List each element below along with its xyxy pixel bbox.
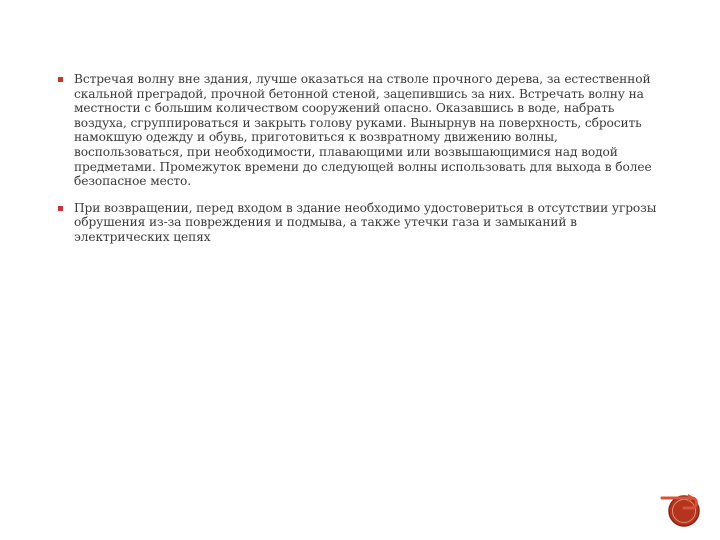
bullet-list [58,72,658,257]
next-slide-button[interactable] [660,490,704,530]
square-bullet-icon [58,206,63,211]
bullet-text: При возвращении, перед входом в здание необходимо удостовериться в отсутствии угрозы обрушения из-за повреждения и подмыва, а также утечки газа и замыканий в электрических цепях [74,200,657,244]
list-item [58,201,658,245]
square-bullet-icon [58,77,63,82]
return-arrow-icon [660,490,704,530]
list-item [58,72,658,189]
bullet-text: Встречая волну вне здания, лучше оказаться на стволе прочного дерева, за естественной скальной преградой, прочной бетонной стеной, зацепившись за них. Встречать волну на местности с большим количеством сооружений опасно. Оказавшись в воде, набрать воздуха, сгруппироваться и закрыть голову руками. Вынырнув на поверхность, сбросить намокшую одежду и обувь, приготовиться к возвратному движению волны, воспользоваться, при необходимости, плавающими или возвышающимися над водой предметами. Промежуток времени до следующей волны использовать для выхода в более безопасное место. [74,72,652,189]
